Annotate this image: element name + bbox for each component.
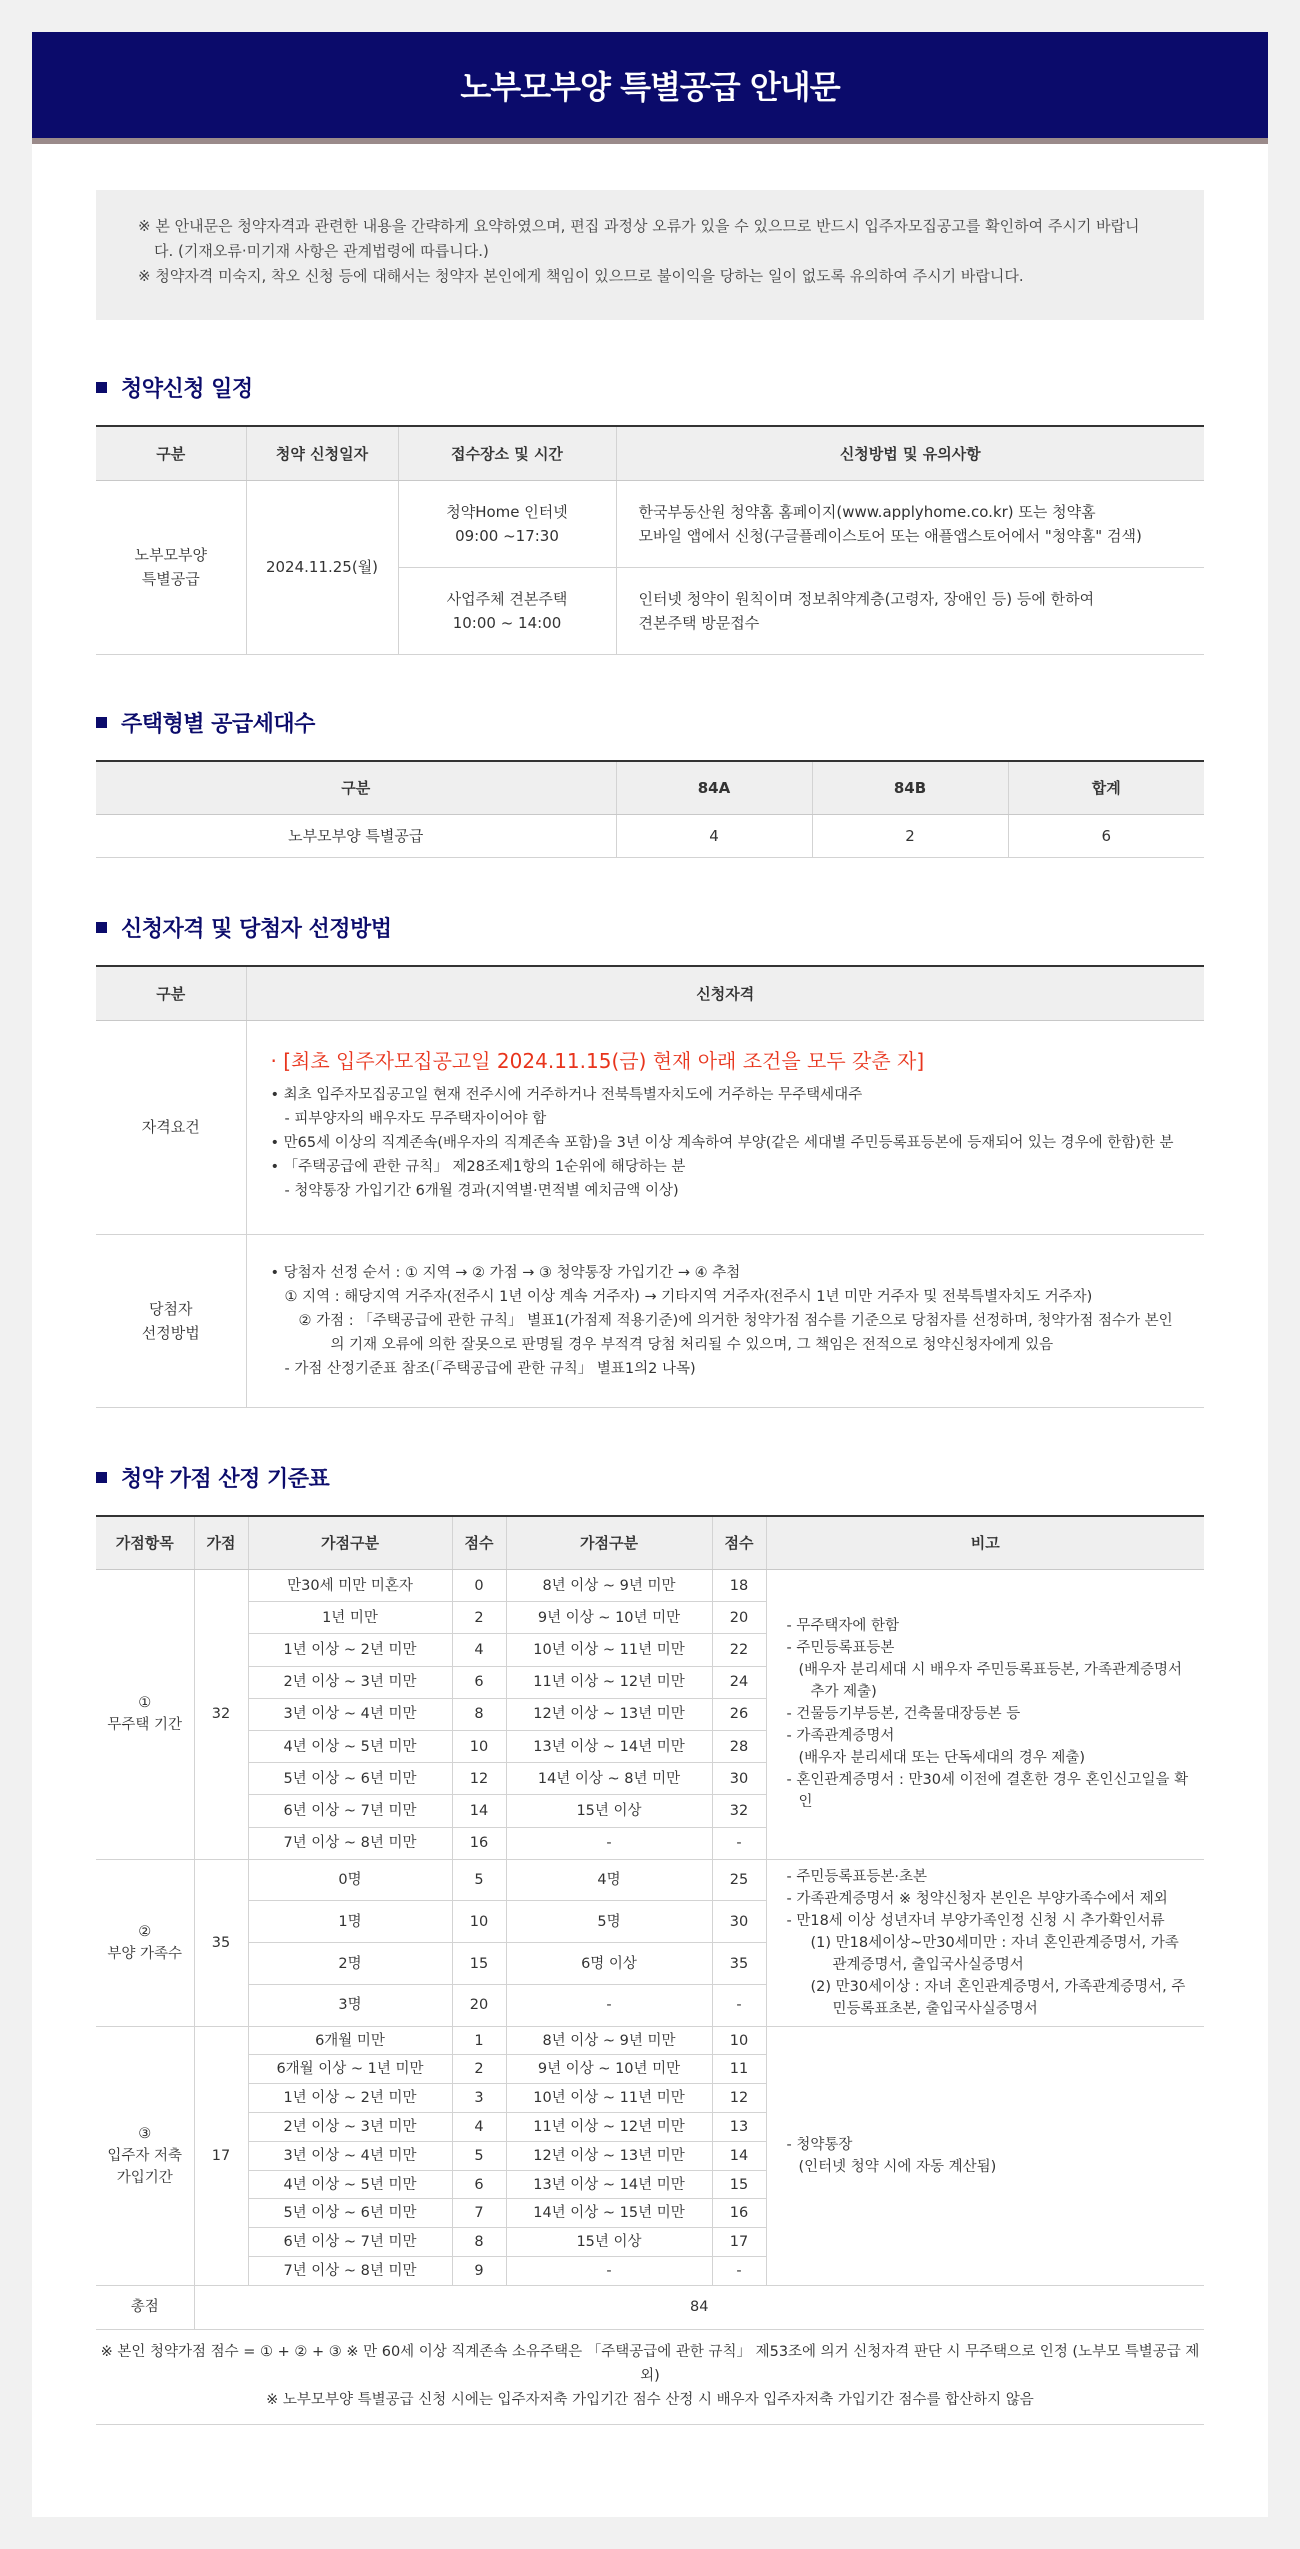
note-line: (1) 만18세이상~만30세미만 : 자녀 혼인관계증명서, 가족관계증명서, 출입국사실증명서 xyxy=(810,1934,1179,1973)
score-points: - xyxy=(712,1984,766,2026)
score-table xyxy=(96,1515,1204,2330)
score-range: 4년 이상 ~ 5년 미만 xyxy=(248,2170,452,2199)
schedule-table xyxy=(96,425,1204,655)
note-line: (배우자 분리세대 시 배우자 주민등록표등본, 가족관계증명서 추가 제출) xyxy=(798,1662,1182,1701)
schedule-place: 청약Home 인터넷 09:00 ~17:30 xyxy=(398,480,616,567)
score-range: 7년 이상 ~ 8년 미만 xyxy=(248,1827,452,1859)
note-line: - 가족관계증명서 xyxy=(786,1728,895,1745)
score-range: 3명 xyxy=(248,1984,452,2026)
schedule-category: 노부모부양 특별공급 xyxy=(96,480,246,654)
score-points: 4 xyxy=(452,2113,506,2142)
score-note xyxy=(766,1570,1204,1860)
score-range: 7년 이상 ~ 8년 미만 xyxy=(248,2257,452,2286)
score-points: 12 xyxy=(452,1763,506,1795)
score-max: 17 xyxy=(194,2026,248,2285)
note-line: - 주민등록표등본 xyxy=(786,1640,895,1657)
score-points: 5 xyxy=(452,1859,506,1901)
score-range: 8년 이상 ~ 9년 미만 xyxy=(506,1570,712,1602)
schedule-method: 인터넷 청약이 원칙이며 정보취약계층(고령자, 장애인 등) 등에 한하여 견본주택 방문접수 xyxy=(616,567,1204,654)
score-points: 25 xyxy=(712,1859,766,1901)
note-line: - 만18세 이상 성년자녀 부양가족인정 신청 시 추가확인서류 xyxy=(786,1912,1165,1929)
table-row xyxy=(96,1570,1204,1602)
table-header: 구분 xyxy=(96,426,246,480)
section-title-score: 청약 가점 산정 기준표 xyxy=(96,1462,1204,1493)
score-points: 3 xyxy=(452,2084,506,2113)
score-points: 26 xyxy=(712,1698,766,1730)
selection-label: 당첨자 선정방법 xyxy=(96,1234,246,1407)
score-range: 8년 이상 ~ 9년 미만 xyxy=(506,2026,712,2055)
table-header: 접수장소 및 시간 xyxy=(398,426,616,480)
table-header: 청약 신청일자 xyxy=(246,426,398,480)
table-header: 가점항목 xyxy=(96,1516,194,1570)
score-range: 10년 이상 ~ 11년 미만 xyxy=(506,1634,712,1666)
note-line: - 혼인관계증명서 : 만30세 이전에 결혼한 경우 혼인신고일을 확인 xyxy=(786,1772,1189,1811)
note-line: - 청약통장 xyxy=(786,2136,853,2153)
score-points: 2 xyxy=(452,1602,506,1634)
score-points: 5 xyxy=(452,2141,506,2170)
score-range: 12년 이상 ~ 13년 미만 xyxy=(506,1698,712,1730)
score-range: 6개월 이상 ~ 1년 미만 xyxy=(248,2055,452,2084)
score-points: 35 xyxy=(712,1943,766,1985)
score-points: 7 xyxy=(452,2199,506,2228)
score-range: 6년 이상 ~ 7년 미만 xyxy=(248,1795,452,1827)
notice-line: ※ 청약자격 미숙지, 착오 신청 등에 대해서는 청약자 본인에게 책임이 있으므로 불이익을 당하는 일이 없도록 유의하여 주시기 바랍니다. xyxy=(138,267,1024,285)
note-line: (배우자 분리세대 또는 단독세대의 경우 제출) xyxy=(798,1750,1085,1767)
total-label: 총점 xyxy=(96,2285,194,2329)
notice-box xyxy=(96,190,1204,320)
section-title-qualification: 신청자격 및 당첨자 선정방법 xyxy=(96,912,1204,943)
score-points: 8 xyxy=(452,1698,506,1730)
section-title-schedule: 청약신청 일정 xyxy=(96,372,1204,403)
score-points: 6 xyxy=(452,2170,506,2199)
note-line: - 건물등기부등본, 건축물대장등본 등 xyxy=(786,1706,1021,1723)
table-header: 가점 xyxy=(194,1516,248,1570)
score-range: 1년 이상 ~ 2년 미만 xyxy=(248,1634,452,1666)
score-points: 15 xyxy=(452,1943,506,1985)
total-value: 84 xyxy=(194,2285,1204,2329)
table-header: 점수 xyxy=(452,1516,506,1570)
score-range: 5명 xyxy=(506,1901,712,1943)
table-header: 합계 xyxy=(1008,761,1204,815)
section-title-supply: 주택형별 공급세대수 xyxy=(96,707,1204,738)
score-range: 12년 이상 ~ 13년 미만 xyxy=(506,2141,712,2170)
score-points: 20 xyxy=(712,1602,766,1634)
score-points: 14 xyxy=(452,1795,506,1827)
score-note xyxy=(766,1859,1204,2026)
score-footnote: ※ 본인 청약가점 점수 = ① + ② + ③ ※ 만 60세 이상 직계존속 소유주택은 「주택공급에 관한 규칙」 제53조에 의거 신청자격 판단 시 무주택으로 인정 (노부모 특별공급 제외) ※ 노부모부양 특별공급 신청 시에는 입주자저축 가입기간 점수 산정 시 배우자 입주자저축 가입기간 점수를 합산하지 않음 xyxy=(96,2330,1204,2425)
score-range: 6개월 미만 xyxy=(248,2026,452,2055)
table-row xyxy=(96,1859,1204,1901)
score-range: 4년 이상 ~ 5년 미만 xyxy=(248,1730,452,1762)
score-points: 16 xyxy=(452,1827,506,1859)
total-row xyxy=(96,2285,1204,2329)
score-points: 20 xyxy=(452,1984,506,2026)
score-points: 1 xyxy=(452,2026,506,2055)
score-range: - xyxy=(506,1827,712,1859)
score-points: 13 xyxy=(712,2113,766,2142)
score-range: 1년 미만 xyxy=(248,1602,452,1634)
score-points: 16 xyxy=(712,2199,766,2228)
score-points: 28 xyxy=(712,1730,766,1762)
score-range: 2년 이상 ~ 3년 미만 xyxy=(248,1666,452,1698)
score-points: 22 xyxy=(712,1634,766,1666)
score-points: 2 xyxy=(452,2055,506,2084)
requirement-highlight: · [최초 입주자모집공고일 2024.11.15(금) 현재 아래 조건을 모두 갖춘 자] xyxy=(270,1049,925,1073)
table-header: 84A xyxy=(616,761,812,815)
section-bullet-icon xyxy=(96,717,107,728)
note-line: - 무주택자에 한함 xyxy=(786,1618,899,1635)
score-range: 14년 이상 ~ 15년 미만 xyxy=(506,2199,712,2228)
score-points: 32 xyxy=(712,1795,766,1827)
table-header: 84B xyxy=(812,761,1008,815)
score-range: 1명 xyxy=(248,1901,452,1943)
supply-table xyxy=(96,760,1204,859)
score-points: - xyxy=(712,1827,766,1859)
score-item: ③ 입주자 저축 가입기간 xyxy=(96,2026,194,2285)
score-range: 9년 이상 ~ 10년 미만 xyxy=(506,2055,712,2084)
schedule-method: 한국부동산원 청약홈 홈페이지(www.applyhome.co.kr) 또는 청약홈 모바일 앱에서 신청(구글플레이스토어 또는 애플앱스토어에서 "청약홈" 검색) xyxy=(616,480,1204,567)
note-line: - 가족관계증명서 ※ 청약신청자 본인은 부양가족수에서 제외 xyxy=(786,1890,1168,1907)
score-range: 15년 이상 xyxy=(506,2228,712,2257)
table-row: 노부모부양 특별공급 4 2 6 xyxy=(96,815,1204,858)
note-line: (인터넷 청약 시에 자동 계산됨) xyxy=(798,2158,997,2175)
score-points: 10 xyxy=(452,1901,506,1943)
score-range: 4명 xyxy=(506,1859,712,1901)
score-points: 0 xyxy=(452,1570,506,1602)
score-range: 3년 이상 ~ 4년 미만 xyxy=(248,1698,452,1730)
score-range: 1년 이상 ~ 2년 미만 xyxy=(248,2084,452,2113)
score-points: 6 xyxy=(452,1666,506,1698)
score-points: 17 xyxy=(712,2228,766,2257)
score-points: 15 xyxy=(712,2170,766,2199)
table-header: 가점구분 xyxy=(248,1516,452,1570)
score-points: 30 xyxy=(712,1901,766,1943)
table-header: 점수 xyxy=(712,1516,766,1570)
schedule-date: 2024.11.25(월) xyxy=(246,480,398,654)
score-range: 9년 이상 ~ 10년 미만 xyxy=(506,1602,712,1634)
table-header: 비고 xyxy=(766,1516,1204,1570)
score-range: - xyxy=(506,2257,712,2286)
table-row xyxy=(96,2026,1204,2055)
score-range: 0명 xyxy=(248,1859,452,1901)
page-title: 노부모부양 특별공급 안내문 xyxy=(460,68,840,106)
qualification-table xyxy=(96,965,1204,1408)
score-points: 11 xyxy=(712,2055,766,2084)
score-range: - xyxy=(506,1984,712,2026)
requirement-label: 자격요건 xyxy=(96,1020,246,1234)
score-range: 11년 이상 ~ 12년 미만 xyxy=(506,1666,712,1698)
score-points: 14 xyxy=(712,2141,766,2170)
table-header: 가점구분 xyxy=(506,1516,712,1570)
score-item: ② 부양 가족수 xyxy=(96,1859,194,2026)
score-max: 35 xyxy=(194,1859,248,2026)
score-range: 2명 xyxy=(248,1943,452,1985)
note-line: - 주민등록표등본·초본 xyxy=(786,1868,928,1885)
score-points: 10 xyxy=(452,1730,506,1762)
table-header: 구분 xyxy=(96,966,246,1020)
score-range: 10년 이상 ~ 11년 미만 xyxy=(506,2084,712,2113)
notice-line: ※ 본 안내문은 청약자격과 관련한 내용을 간략하게 요약하였으며, 편집 과정상 오류가 있을 수 있으므로 반드시 입주자모집공고를 확인하여 주시기 바랍니다. (기재오류·미기재 사항은 관계법령에 따릅니다.) xyxy=(138,217,1140,260)
score-max: 32 xyxy=(194,1570,248,1860)
score-points: 4 xyxy=(452,1634,506,1666)
section-bullet-icon xyxy=(96,922,107,933)
score-points: - xyxy=(712,2257,766,2286)
score-range: 11년 이상 ~ 12년 미만 xyxy=(506,2113,712,2142)
selection-content: • 당첨자 선정 순서 : ① 지역 → ② 가점 → ③ 청약통장 가입기간 → ④ 추첨 ① 지역 : 해당지역 거주자(전주시 1년 이상 계속 거주자) → 기타지역 거주자(전주시 1년 미만 거주자 및 전북특별자치도 거주자) ② 가점 : 「주택공급에 관한 규칙」 별표1(가점제 적용기준)에 의거한 청약가점 점수를 기준으로 당첨자를 선정하며, 청약가점 점수가 본인의 기재 오류에 의한 잘못으로 판명될 경우 부적격 당첨 처리될 수 있으며, 그 책임은 전적으로 청약신청자에게 있음 - 가점 산정기준표 참조(「주택공급에 관한 규칙」 별표1의2 나목) xyxy=(246,1234,1204,1407)
schedule-place: 사업주체 견본주택 10:00 ~ 14:00 xyxy=(398,567,616,654)
page-header xyxy=(32,32,1268,144)
score-points: 30 xyxy=(712,1763,766,1795)
section-bullet-icon xyxy=(96,382,107,393)
score-range: 5년 이상 ~ 6년 미만 xyxy=(248,1763,452,1795)
score-range: 14년 이상 ~ 8년 미만 xyxy=(506,1763,712,1795)
score-range: 3년 이상 ~ 4년 미만 xyxy=(248,2141,452,2170)
score-range: 만30세 미만 미혼자 xyxy=(248,1570,452,1602)
score-range: 13년 이상 ~ 14년 미만 xyxy=(506,2170,712,2199)
requirement-content: · [최초 입주자모집공고일 2024.11.15(금) 현재 아래 조건을 모두 갖춘 자] • 최초 입주자모집공고일 현재 전주시에 거주하거나 전북특별자치도에 거주하는 무주택세대주 - 피부양자의 배우자도 무주택자이어야 함 • 만65세 이상의 직계존속(배우자의 직계존속 포함)을 3년 이상 계속하여 부양(같은 세대별 주민등록표등본에 등재되어 있는 경우에 한함)한 분 • 「주택공급에 관한 규칙」 제28조제1항의 1순위에 해당하는 분 - 청약통장 가입기간 6개월 경과(지역별·면적별 예치금액 이상) xyxy=(246,1020,1204,1234)
score-range: 15년 이상 xyxy=(506,1795,712,1827)
score-points: 18 xyxy=(712,1570,766,1602)
score-range: 5년 이상 ~ 6년 미만 xyxy=(248,2199,452,2228)
table-header: 구분 xyxy=(96,761,616,815)
score-item: ① 무주택 기간 xyxy=(96,1570,194,1860)
score-points: 12 xyxy=(712,2084,766,2113)
table-header: 신청방법 및 유의사항 xyxy=(616,426,1204,480)
score-range: 13년 이상 ~ 14년 미만 xyxy=(506,1730,712,1762)
page xyxy=(32,32,1268,2517)
section-bullet-icon xyxy=(96,1472,107,1483)
score-range: 2년 이상 ~ 3년 미만 xyxy=(248,2113,452,2142)
score-range: 6명 이상 xyxy=(506,1943,712,1985)
score-points: 8 xyxy=(452,2228,506,2257)
table-header: 신청자격 xyxy=(246,966,1204,1020)
score-points: 24 xyxy=(712,1666,766,1698)
score-range: 6년 이상 ~ 7년 미만 xyxy=(248,2228,452,2257)
note-line: (2) 만30세이상 : 자녀 혼인관계증명서, 가족관계증명서, 주민등록표초본, 출입국사실증명서 xyxy=(810,1978,1186,2017)
score-points: 9 xyxy=(452,2257,506,2286)
score-points: 10 xyxy=(712,2026,766,2055)
score-note xyxy=(766,2026,1204,2285)
